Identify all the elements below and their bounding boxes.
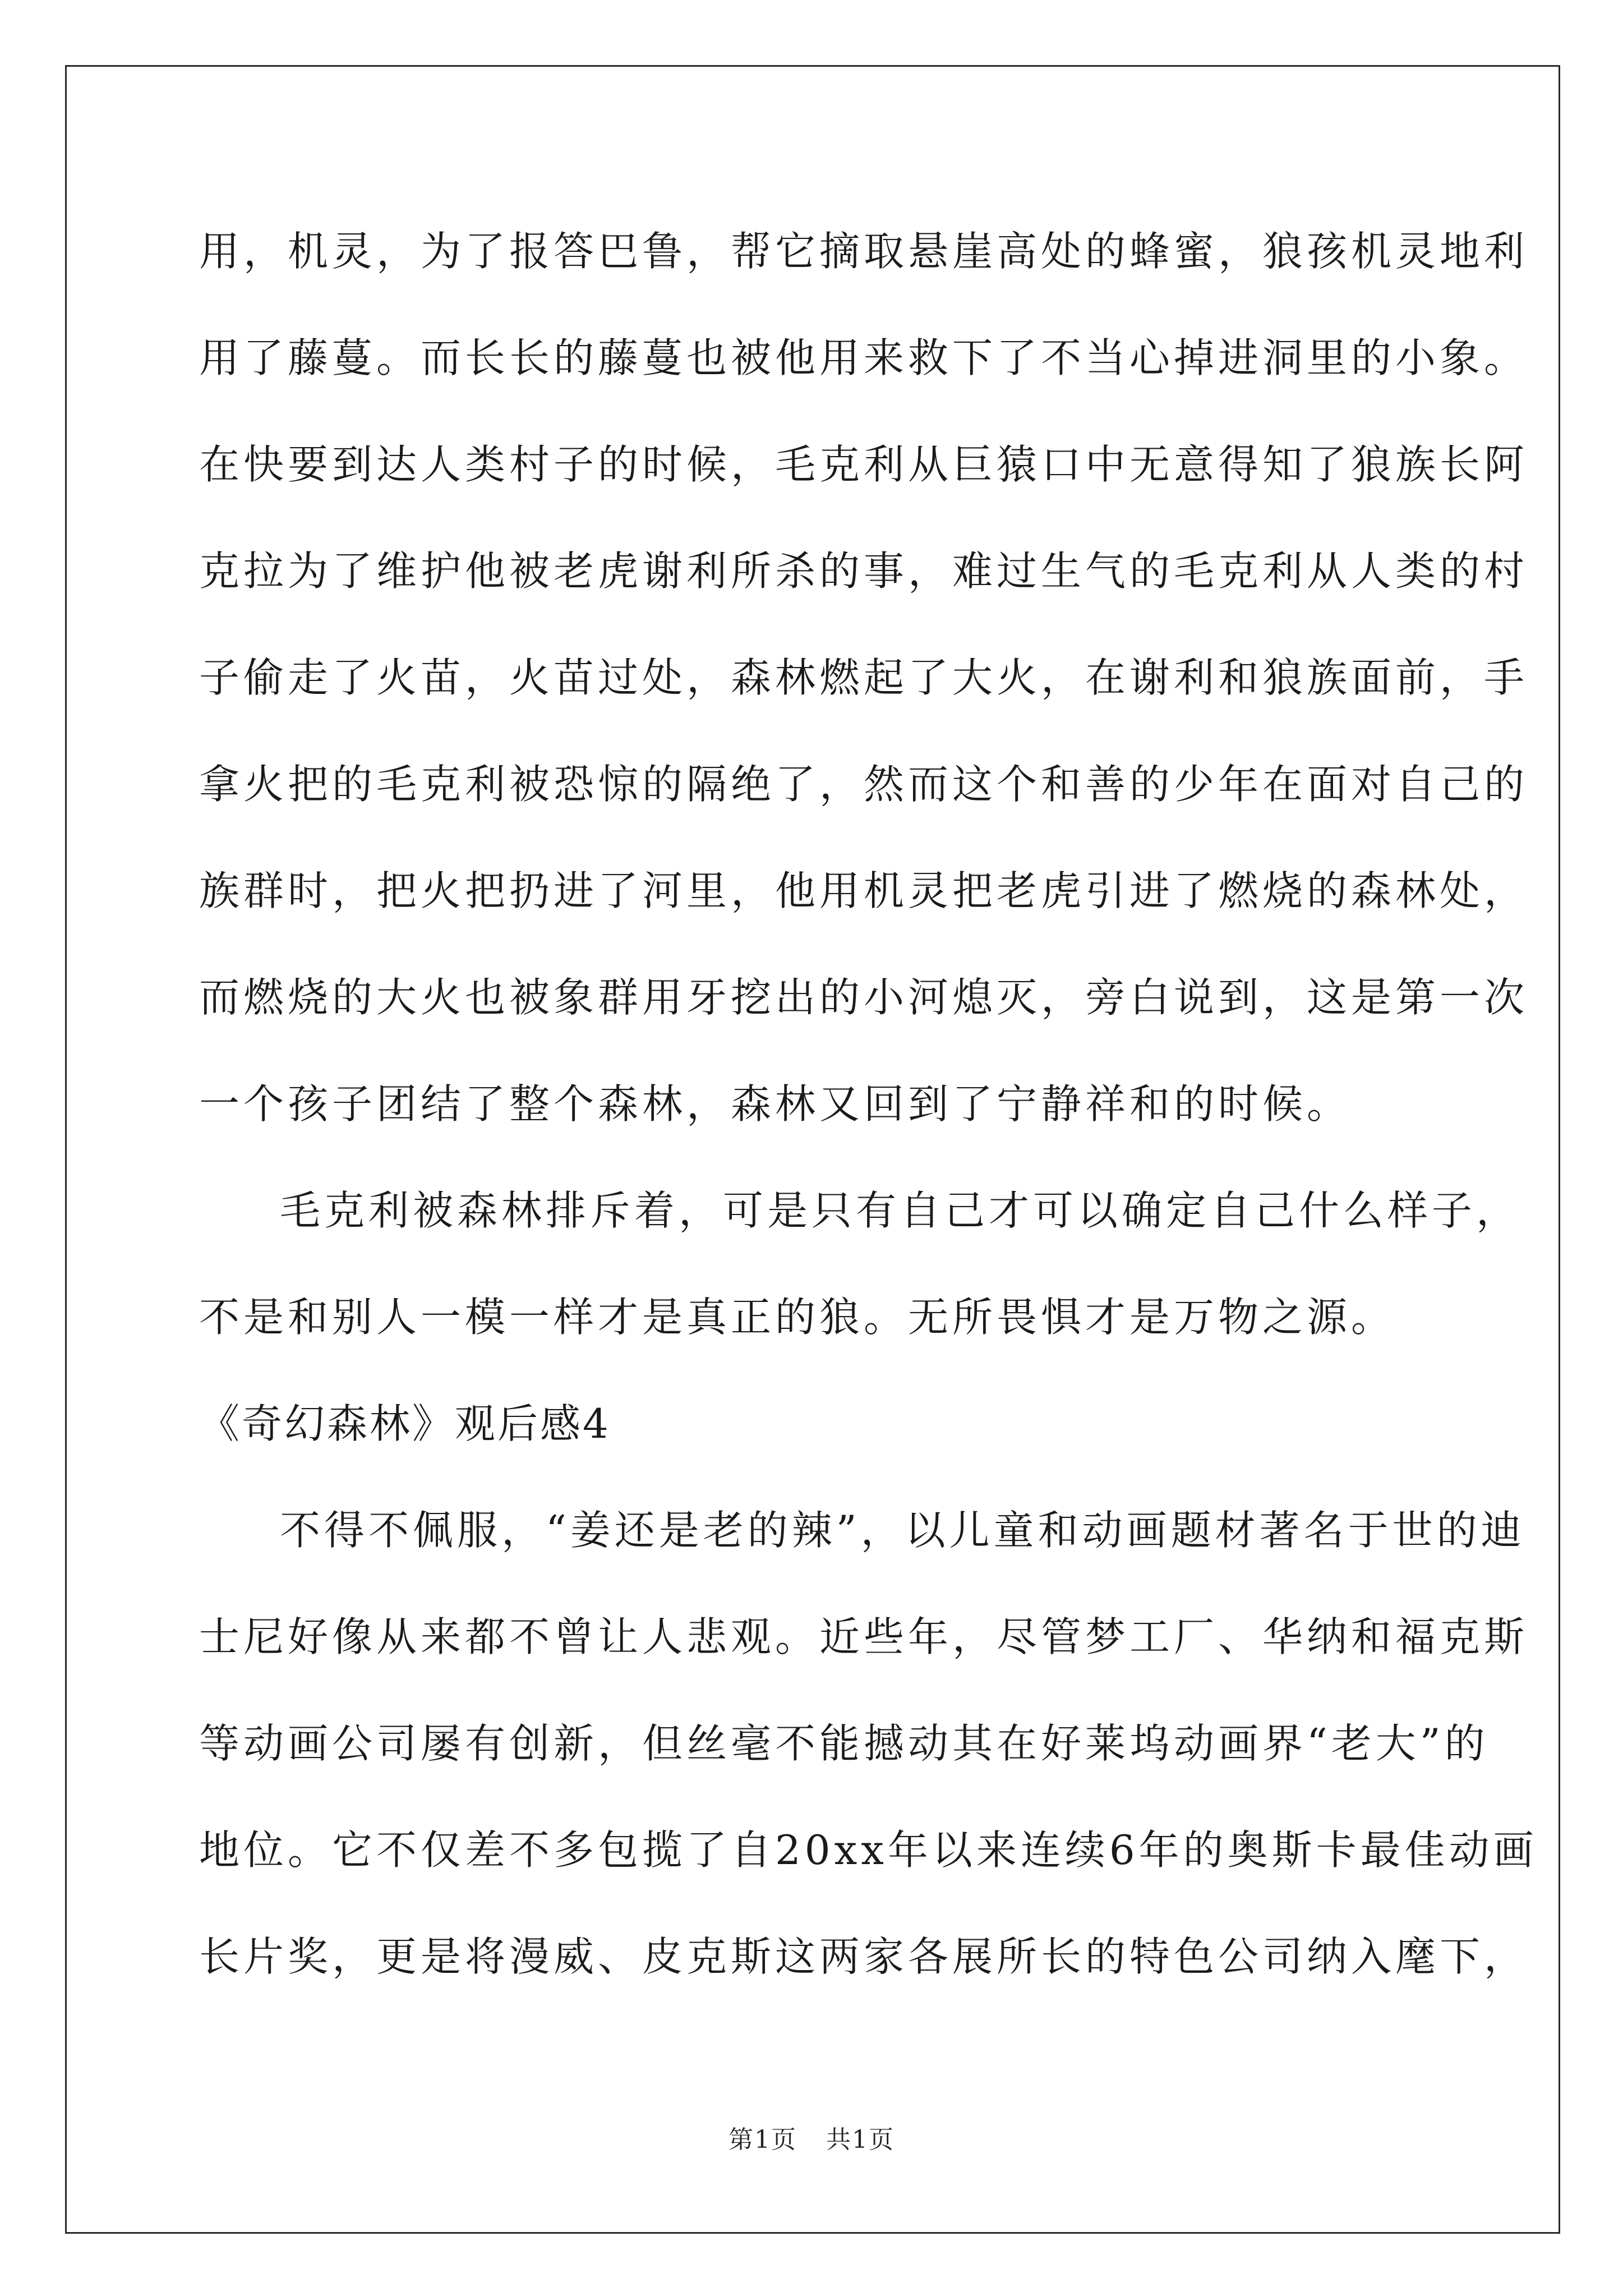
page-number: 第1页 xyxy=(728,2125,797,2154)
document-body xyxy=(199,212,1538,2024)
text-line: 族群时，把火把扔进了河里，他用机灵把老虎引进了燃烧的森林处， xyxy=(199,867,1529,914)
text-line: 长片奖，更是将漫威、皮克斯这两家各展所长的特色公司纳入麾下， xyxy=(199,1933,1529,1980)
text-line: 子偷走了火苗，火苗过处，森林燃起了大火，在谢利和狼族面前，手 xyxy=(199,654,1529,701)
text-line: 用，机灵，为了报答巴鲁，帮它摘取悬崖高处的蜂蜜，狼孩机灵地利 xyxy=(199,228,1529,275)
text-line: 等动画公司屡有创新，但丝毫不能撼动其在好莱坞动画界“老大”的 xyxy=(199,1720,1489,1767)
page-footer xyxy=(0,2119,1623,2155)
text-line: 不是和别人一模一样才是真正的狼。无所畏惧才是万物之源。 xyxy=(199,1294,1396,1341)
text-line: 用了藤蔓。而长长的藤蔓也被他用来救下了不当心掉进洞里的小象。 xyxy=(199,334,1529,381)
text-line: 在快要到达人类村子的时候，毛克利从巨猿口中无意得知了狼族长阿 xyxy=(199,441,1529,488)
page-total: 共1页 xyxy=(826,2125,895,2154)
text-line: 士尼好像从来都不曾让人悲观。近些年，尽管梦工厂、华纳和福克斯 xyxy=(199,1613,1529,1660)
section-heading: 《奇幻森林》观后感4 xyxy=(199,1400,611,1447)
paragraph-start-line: 毛克利被森林排斥着，可是只有自己才可以确定自己什么样子， xyxy=(280,1187,1521,1234)
text-line: 而燃烧的大火也被象群用牙挖出的小河熄灭，旁白说到，这是第一次 xyxy=(199,974,1529,1021)
paragraph-start-line: 不得不佩服，“姜还是老的辣”，以儿童和动画题材著名于世的迪 xyxy=(280,1507,1525,1554)
text-line: 拿火把的毛克利被恐惊的隔绝了，然而这个和善的少年在面对自己的 xyxy=(199,761,1529,808)
text-line: 一个孩子团结了整个森林，森林又回到了宁静祥和的时候。 xyxy=(199,1080,1352,1128)
text-line: 克拉为了维护他被老虎谢利所杀的事，难过生气的毛克利从人类的村 xyxy=(199,547,1529,595)
text-line: 地位。它不仅差不多包揽了自20xx年以来连续6年的奥斯卡最佳动画 xyxy=(199,1826,1538,1874)
